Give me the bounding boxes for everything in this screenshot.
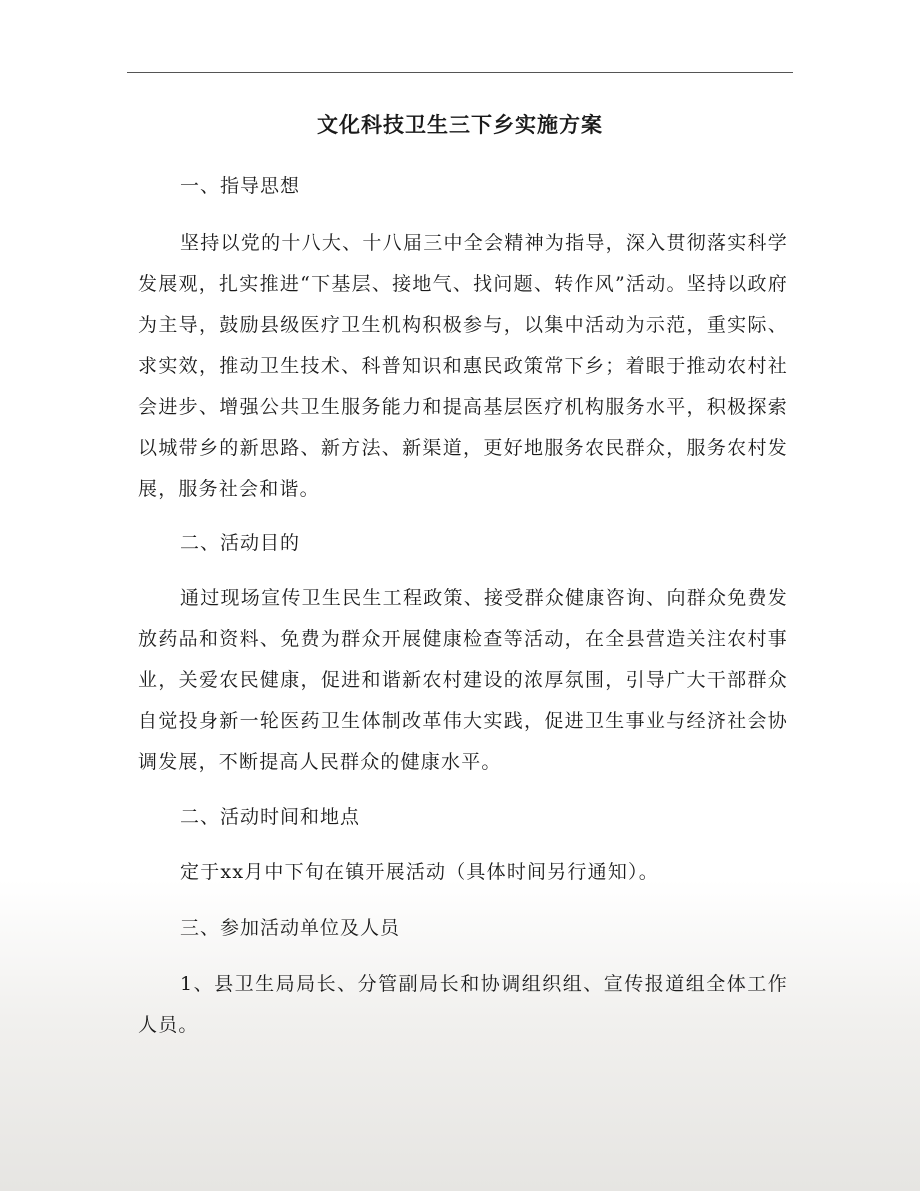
section-heading-time-and-place: 二、活动时间和地点 [180, 806, 361, 828]
section-paragraph-time-and-place: 定于xx月中下旬在镇开展活动（具体时间另行通知）。 [180, 861, 659, 883]
section-paragraph-guiding-ideology: 坚持以党的十八大、十八届三中全会精神为指导，深入贯彻落实科学发展观，扎实推进“下基层、接地气、找问题、转作风”活动。坚持以政府为主导，鼓励县级医疗卫生机构积极参与，以集中活动为示范，重实际、求实效，推动卫生技术、科普知识和惠民政策常下乡；着眼于推动农村社会进步、增强公共卫生服务能力和提高基层医疗机构服务水平，积极探索以城带乡的新思路、新方法、新渠道，更好地服务农民群众，服务农村发展，服务社会和谐。 [138, 232, 788, 500]
document-title: 文化科技卫生三下乡实施方案 [317, 112, 603, 137]
section-heading-guiding-ideology: 一、指导思想 [180, 175, 301, 197]
section-paragraph-participants: 1、县卫生局局长、分管副局长和协调组织组、宣传报道组全体工作人员。 [138, 973, 788, 1036]
section-paragraph-activity-purpose: 通过现场宣传卫生民生工程政策、接受群众健康咨询、向群众免费发放药品和资料、免费为群众开展健康检查等活动，在全县营造关注农村事业，关爱农民健康，促进和谐新农村建设的浓厚氛围，引导广大干部群众自觉投身新一轮医药卫生体制改革伟大实践，促进卫生事业与经济社会协调发展，不断提高人民群众的健康水平。 [138, 587, 788, 773]
section-heading-activity-purpose: 二、活动目的 [180, 532, 301, 554]
header-rule [127, 72, 793, 73]
section-heading-participants: 三、参加活动单位及人员 [180, 917, 401, 939]
